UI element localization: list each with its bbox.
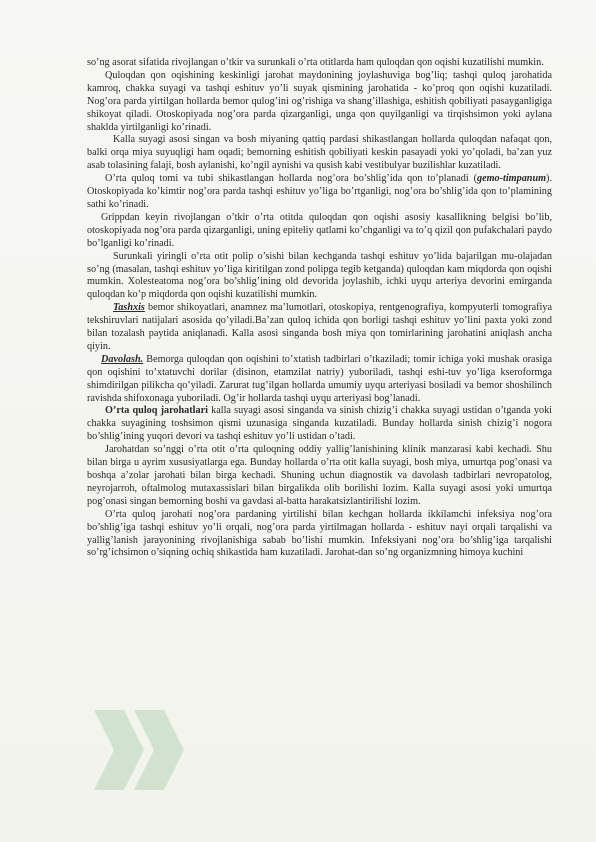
paragraph-4-text-a: O’rta quloq tomi va tubi shikastlangan hollarda nog’ora bo’shlig’ida qon to’planadi ( [105, 173, 477, 185]
tashxis-label: Tashxis [113, 302, 145, 314]
paragraph-2: Quloqdan qon oqishining keskinligi jarohat maydonining joylashuviga bog’liq; tashqi quloq jarohatida kamroq, chakka suyagi va tashqi eshituv yo’li suyak qismining jarohatida - ko’proq qon oqishi kuzatiladi. Nog’ora parda yirtilgan hollarda bemor qulog’ini og’rishiga va shang’illashiga, eshitish qobiliyati pasayganligiga shikoyat qiladi. Otoskopiyada nog’ora parda qizarganligi, unga qon quyilganligi va tirqishsimon yoki aylana shaklda yirtilganligi ko’rinadi. [87, 69, 552, 133]
paragraph-9-text: kalla suyagi asosi singanda va sinish chizig’i chakka suyagi ustidan o’tganda yoki chakka suyagining toshsimon qismi uzunasiga singanda kuzatiladi. Bunday hollarda sinish chizig’i nogora bo’shlig’ining yuqori devori va tashqi eshituv yo’li ustidan o’tadi. [87, 405, 553, 443]
paragraph-8-text: Bemorga quloqdan qon oqishini to’xtatish tadbirlari o’tkaziladi; tomir ichiga yoki mushak orasiga qon oqishini to’xtatuvchi dorilar (disinon, etamzilat natriy) yuboriladi, tashqi eshi-tuv yo’liga kseroformga shimdirilgan pilikcha qo’yiladi. Zarurat tug’ilgan hollarda umumiy uyqu arteriyasi bosiladi va bemor shoshilinch ravishda shifoxonaga yuboriladi. Og’ir hollarda tashqi uyqu arteriyasi bog’lanadi. [87, 353, 552, 404]
ortha-quloq-heading: O’rta quloq jarohatlari [105, 405, 208, 417]
paragraph-6: Surunkali yiringli o’rta otit polip o’sishi bilan kechganda tashqi eshituv yo’lida bajarilgan mu-olajadan so’ng (masalan, tashqi eshituv yo’liga kiritilgan zond polipga tegib ketganda) quloqdan kam miqdorda qon oqishi mumkin. Xolesteatoma nog’ora bo’shlig’ining old devorida joylashib, ichki uyqu arteriya devorini emirganda quloqdan ko’p miqdorda qon oqishi kuzatilishi mumkin. [87, 250, 552, 301]
document-body [87, 57, 552, 560]
paragraph-1: so’ng asorat sifatida rivojlangan o’tkir va surunkali o’rta otitlarda ham quloqdan qon oqishi kuzatilishi mumkin. [87, 57, 544, 68]
paragraph-3: Kalla suyagi asosi singan va bosh miyaning qattiq pardasi shikastlangan hollarda quloqdan nafaqat qon, balki orqa miya suyuqligi ham oqadi; bemorning eshitish qobiliyati keskin pasayadi yoki yo’qoladi, ba’zan yuz asab tolasining falaji, bosh aylanishi, ko’ngil aynishi va qusish kabi vestibulyar buzilishlar kuzatiladi. [87, 134, 552, 172]
watermark-logo-icon [84, 690, 204, 810]
paragraph-7-text: bemor shikoyatlari, anamnez ma’lumotlari, otoskopiya, rentgenografiya, kompyuterli tomografiya tekshiruvlari natijalari asosida qo’yiladi.Ba’zan quloq ichida qon borligi tashqi eshituv yo’lini paxta yoki zond bilan tozalash paytida aniqlanadi. Kalla asosi singanda bosh miya qon tomirlarining jarohatini aniqlash ancha qiyin. [87, 302, 552, 352]
paragraph-5: Grippdan keyin rivojlangan o’tkir o’rta otitda quloqdan qon oqishi asosiy kasallikning belgisi bo’lib, otoskopiyada nog’ora parda qizarganligi, uning epiteliy qatlami ko’chganligi va to’q qizil qon pufakchalari paydo bo’lganligi ko’rinadi. [87, 211, 552, 249]
paragraph-8 [87, 354, 552, 406]
paragraph-4-text-c: ). Otoskopiyada ko’kimtir nog’ora parda tashqi eshituv yo’liga bo’rtganligi, nog’ora bo’shlig’ida qon to’plamining sathi ko’rinadi. [87, 173, 552, 210]
paragraph-9 [87, 405, 552, 444]
paragraph-4 [87, 173, 552, 212]
paragraph-10: Jarohatdan so’nggi o’rta otit o’rta quloqning oddiy yallig’lanishining klinik manzarasi kabi kechadi. Shu bilan birga u ayrim xususiyatlarga ega. Bunday hollarda o’rta otit kalla suyagi, bosh miya, umurtqa pog’onasi va boshqa a’zolar jarohati bilan birga kechadi. Shuning uchun diagnostik va davolash tadbirlari nevropatolog, neyrojarroh, oftalmolog mutaxassislari bilan birgalikda olib borilishi lozim. Kalla suyagi asosi yoki umurtqa pog’onasi singan bemorning boshi va gavdasi al-batta harakatsizlantirilishi lozim. [87, 444, 552, 507]
paragraph-11: O’rta quloq jarohati nog’ora pardaning yirtilishi bilan kechgan hollarda ikkilamchi infeksiya nog’ora bo’shlig’iga tashqi eshituv yo’li orqali, nog’ora parda yirtilmagan hollarda - eshituv nayi orqali tarqalishi va yallig’lanish jarayonining rivojlanishiga sabab bo’lishi mumkin. Infeksiyani nog’ora bo’shlig’iga tarqalishi so’rg’ichsimon o’siqning ochiq shikastida ham kuzatiladi. Jarohat-dan so’ng organizmning himoya kuchini [87, 508, 552, 559]
gemo-timpanum-term: gemo-timpanum [476, 173, 547, 185]
paragraph-7 [87, 302, 552, 354]
davolash-label: Davolash. [101, 353, 144, 365]
